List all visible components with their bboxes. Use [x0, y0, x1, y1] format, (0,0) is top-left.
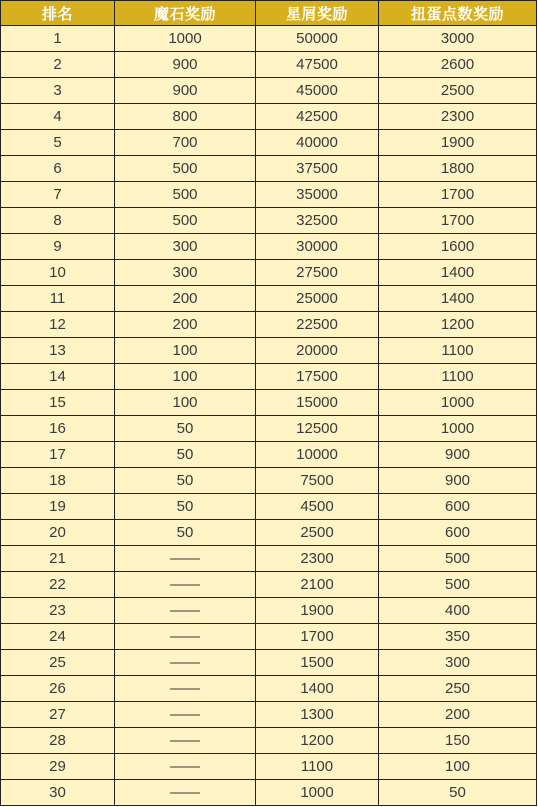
- cell-magic-stone: 900: [115, 52, 256, 78]
- cell-magic-stone: 300: [115, 234, 256, 260]
- cell-stardust: 50000: [256, 26, 379, 52]
- cell-magic-stone: ——: [115, 546, 256, 572]
- cell-gacha-points: 600: [379, 520, 537, 546]
- cell-magic-stone: 300: [115, 260, 256, 286]
- cell-stardust: 45000: [256, 78, 379, 104]
- cell-stardust: 2500: [256, 520, 379, 546]
- cell-gacha-points: 300: [379, 650, 537, 676]
- cell-stardust: 22500: [256, 312, 379, 338]
- cell-rank: 29: [1, 754, 115, 780]
- header-stardust-reward: 星屑奖励: [256, 1, 379, 26]
- cell-rank: 24: [1, 624, 115, 650]
- cell-gacha-points: 1100: [379, 338, 537, 364]
- cell-rank: 22: [1, 572, 115, 598]
- header-row: [1, 1, 537, 26]
- cell-rank: 2: [1, 52, 115, 78]
- cell-rank: 20: [1, 520, 115, 546]
- table-row: [1, 338, 537, 364]
- cell-gacha-points: 2600: [379, 52, 537, 78]
- cell-stardust: 27500: [256, 260, 379, 286]
- cell-rank: 12: [1, 312, 115, 338]
- cell-gacha-points: 350: [379, 624, 537, 650]
- cell-rank: 3: [1, 78, 115, 104]
- cell-rank: 19: [1, 494, 115, 520]
- cell-rank: 9: [1, 234, 115, 260]
- cell-gacha-points: 150: [379, 728, 537, 754]
- cell-rank: 11: [1, 286, 115, 312]
- cell-stardust: 32500: [256, 208, 379, 234]
- cell-rank: 8: [1, 208, 115, 234]
- cell-magic-stone: 100: [115, 390, 256, 416]
- table-row: [1, 650, 537, 676]
- cell-rank: 26: [1, 676, 115, 702]
- cell-stardust: 25000: [256, 286, 379, 312]
- cell-gacha-points: 1200: [379, 312, 537, 338]
- cell-rank: 18: [1, 468, 115, 494]
- cell-rank: 5: [1, 130, 115, 156]
- table-row: [1, 702, 537, 728]
- cell-gacha-points: 1900: [379, 130, 537, 156]
- table-row: [1, 598, 537, 624]
- cell-rank: 15: [1, 390, 115, 416]
- table-row: [1, 624, 537, 650]
- cell-magic-stone: 100: [115, 338, 256, 364]
- table-row: [1, 52, 537, 78]
- table-row: [1, 390, 537, 416]
- cell-stardust: 2100: [256, 572, 379, 598]
- cell-stardust: 40000: [256, 130, 379, 156]
- table-row: [1, 364, 537, 390]
- cell-magic-stone: ——: [115, 702, 256, 728]
- cell-stardust: 17500: [256, 364, 379, 390]
- header-gacha-points-reward: 扭蛋点数奖励: [379, 1, 537, 26]
- cell-stardust: 35000: [256, 182, 379, 208]
- cell-magic-stone: ——: [115, 624, 256, 650]
- table-row: [1, 104, 537, 130]
- cell-stardust: 42500: [256, 104, 379, 130]
- cell-rank: 28: [1, 728, 115, 754]
- cell-gacha-points: 1000: [379, 390, 537, 416]
- cell-gacha-points: 900: [379, 468, 537, 494]
- cell-rank: 6: [1, 156, 115, 182]
- cell-gacha-points: 1700: [379, 208, 537, 234]
- cell-gacha-points: 2300: [379, 104, 537, 130]
- cell-gacha-points: 400: [379, 598, 537, 624]
- table-row: [1, 780, 537, 806]
- table-row: [1, 286, 537, 312]
- table-row: [1, 520, 537, 546]
- cell-stardust: 47500: [256, 52, 379, 78]
- cell-rank: 25: [1, 650, 115, 676]
- cell-rank: 16: [1, 416, 115, 442]
- table-row: [1, 442, 537, 468]
- cell-magic-stone: 1000: [115, 26, 256, 52]
- cell-stardust: 4500: [256, 494, 379, 520]
- table-body: [1, 26, 537, 806]
- cell-magic-stone: 800: [115, 104, 256, 130]
- cell-gacha-points: 50: [379, 780, 537, 806]
- cell-rank: 14: [1, 364, 115, 390]
- table-header: [1, 1, 537, 26]
- cell-magic-stone: 500: [115, 208, 256, 234]
- cell-magic-stone: 100: [115, 364, 256, 390]
- cell-gacha-points: 1100: [379, 364, 537, 390]
- table-row: [1, 468, 537, 494]
- cell-rank: 13: [1, 338, 115, 364]
- cell-magic-stone: ——: [115, 754, 256, 780]
- cell-rank: 1: [1, 26, 115, 52]
- table-row: [1, 130, 537, 156]
- cell-rank: 17: [1, 442, 115, 468]
- cell-gacha-points: 1400: [379, 260, 537, 286]
- cell-stardust: 1900: [256, 598, 379, 624]
- table-row: [1, 312, 537, 338]
- cell-gacha-points: 1600: [379, 234, 537, 260]
- cell-stardust: 30000: [256, 234, 379, 260]
- cell-magic-stone: 900: [115, 78, 256, 104]
- cell-stardust: 10000: [256, 442, 379, 468]
- cell-magic-stone: ——: [115, 598, 256, 624]
- cell-stardust: 1500: [256, 650, 379, 676]
- cell-gacha-points: 900: [379, 442, 537, 468]
- cell-gacha-points: 1700: [379, 182, 537, 208]
- cell-stardust: 1200: [256, 728, 379, 754]
- cell-gacha-points: 500: [379, 572, 537, 598]
- cell-magic-stone: 200: [115, 286, 256, 312]
- table-row: [1, 416, 537, 442]
- cell-gacha-points: 100: [379, 754, 537, 780]
- table-row: [1, 156, 537, 182]
- cell-magic-stone: 200: [115, 312, 256, 338]
- cell-gacha-points: 200: [379, 702, 537, 728]
- table-row: [1, 78, 537, 104]
- cell-rank: 30: [1, 780, 115, 806]
- table-row: [1, 676, 537, 702]
- table-row: [1, 572, 537, 598]
- cell-stardust: 2300: [256, 546, 379, 572]
- table-row: [1, 728, 537, 754]
- table-row: [1, 494, 537, 520]
- cell-magic-stone: ——: [115, 676, 256, 702]
- cell-gacha-points: 1800: [379, 156, 537, 182]
- cell-stardust: 1100: [256, 754, 379, 780]
- cell-stardust: 1400: [256, 676, 379, 702]
- cell-stardust: 1700: [256, 624, 379, 650]
- cell-magic-stone: 50: [115, 416, 256, 442]
- cell-magic-stone: ——: [115, 780, 256, 806]
- cell-magic-stone: 500: [115, 156, 256, 182]
- cell-gacha-points: 3000: [379, 26, 537, 52]
- cell-magic-stone: 50: [115, 468, 256, 494]
- cell-gacha-points: 1400: [379, 286, 537, 312]
- cell-stardust: 20000: [256, 338, 379, 364]
- cell-magic-stone: 50: [115, 494, 256, 520]
- cell-rank: 21: [1, 546, 115, 572]
- cell-gacha-points: 500: [379, 546, 537, 572]
- cell-stardust: 37500: [256, 156, 379, 182]
- table-row: [1, 546, 537, 572]
- cell-rank: 10: [1, 260, 115, 286]
- cell-stardust: 7500: [256, 468, 379, 494]
- header-rank: 排名: [1, 1, 115, 26]
- table-row: [1, 26, 537, 52]
- header-magic-stone-reward: 魔石奖励: [115, 1, 256, 26]
- cell-rank: 27: [1, 702, 115, 728]
- cell-stardust: 1000: [256, 780, 379, 806]
- cell-stardust: 12500: [256, 416, 379, 442]
- table-row: [1, 754, 537, 780]
- cell-magic-stone: ——: [115, 572, 256, 598]
- cell-magic-stone: 50: [115, 442, 256, 468]
- cell-magic-stone: 500: [115, 182, 256, 208]
- table-row: [1, 234, 537, 260]
- cell-magic-stone: ——: [115, 728, 256, 754]
- cell-gacha-points: 1000: [379, 416, 537, 442]
- cell-stardust: 15000: [256, 390, 379, 416]
- cell-stardust: 1300: [256, 702, 379, 728]
- table-row: [1, 182, 537, 208]
- cell-rank: 4: [1, 104, 115, 130]
- cell-magic-stone: 700: [115, 130, 256, 156]
- table-row: [1, 208, 537, 234]
- cell-magic-stone: ——: [115, 650, 256, 676]
- cell-gacha-points: 2500: [379, 78, 537, 104]
- cell-magic-stone: 50: [115, 520, 256, 546]
- cell-rank: 23: [1, 598, 115, 624]
- cell-gacha-points: 250: [379, 676, 537, 702]
- cell-rank: 7: [1, 182, 115, 208]
- cell-gacha-points: 600: [379, 494, 537, 520]
- table-row: [1, 260, 537, 286]
